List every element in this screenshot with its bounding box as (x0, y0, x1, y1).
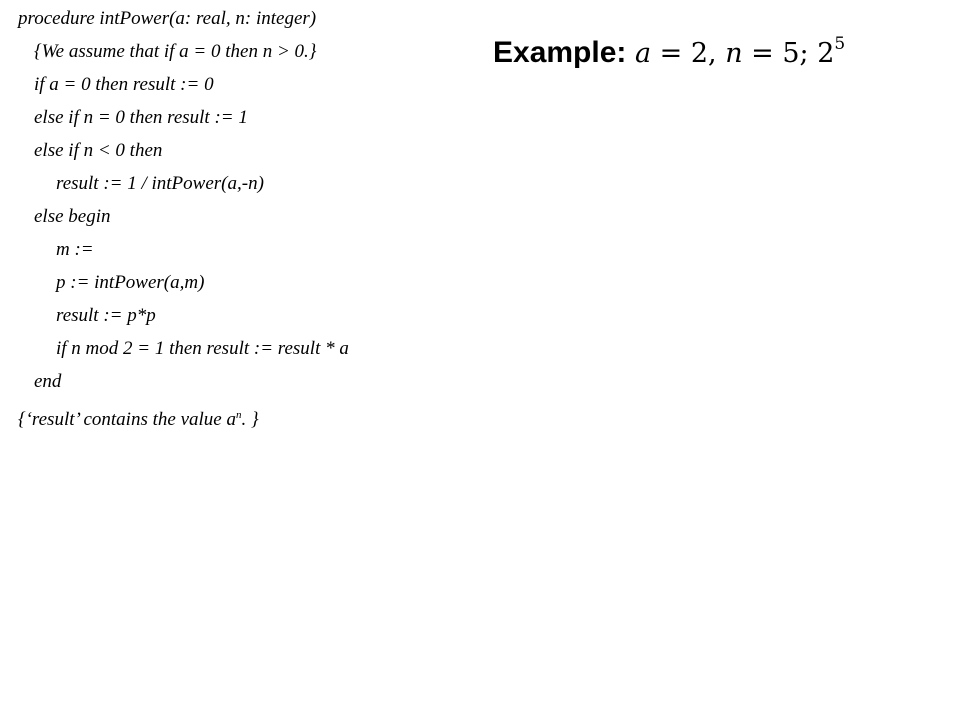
result-comment-prefix: {‘result’ contains the value a (18, 409, 236, 430)
result-comment-suffix: . } (241, 409, 259, 430)
code-line-end: end (34, 371, 62, 392)
code-line-else-begin: else begin (34, 206, 111, 227)
code-line-if-a-zero: if a = 0 then result := 0 (34, 74, 214, 95)
code-line-procedure-header: procedure intPower(a: real, n: integer) (18, 8, 317, 29)
code-line-result-square: result := p*p (56, 305, 156, 326)
result-comment-exponent: n (235, 409, 242, 421)
code-line-p-assign: p := intPower(a,m) (56, 272, 205, 293)
code-line-result-comment (18, 404, 259, 431)
example-math: 𝑎 = 2, 𝑛 = 5; 2 (626, 38, 835, 69)
code-line-else-if-n-negative: else if n < 0 then (34, 140, 163, 161)
example-exponent: 5 (834, 34, 846, 54)
code-line-odd-check: if n mod 2 = 1 then result := result * a (56, 338, 349, 359)
example-label: Example: (493, 36, 627, 69)
code-line-else-if-n-zero: else if n = 0 then result := 1 (34, 107, 248, 128)
code-line-assumption-comment: {We assume that if a = 0 then n > 0.} (34, 41, 317, 62)
example-heading (493, 24, 845, 74)
code-line-m-assign: m := (56, 239, 94, 260)
code-line-negative-result: result := 1 / intPower(a,-n) (56, 173, 264, 194)
